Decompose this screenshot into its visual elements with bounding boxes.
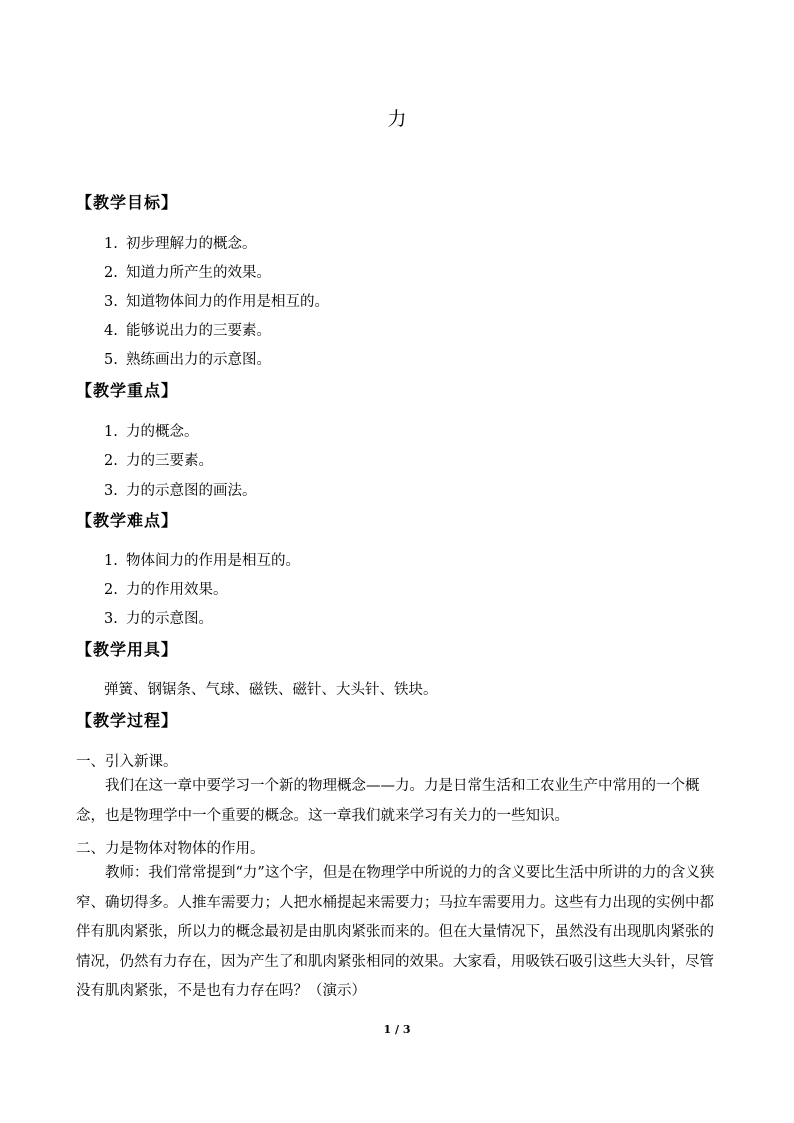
difficulty-item: 3. 力的示意图。 [104,611,213,627]
process-step-title: 二、力是物体对物体的作用。 [76,841,265,857]
heading-tools: 【教学用具】 [76,640,179,659]
process-step-paragraph: 教师：我们常常提到“力”这个字，但是在物理学中所说的力的含义要比生活中所讲的力的含义狭窄、确切得多。人推车需要力；人把水桶提起来需要力；马拉车需要用力。这些有力出现的实例中都伴有肌肉紧张，所以力的概念最初是由肌肉紧张而来的。但在大量情况下，虽然没有出现肌肉紧张的情况，仍然有力存在，因为产生了和肌肉紧张相同的效果。大家看，用吸铁石吸引这些大头针，尽管没有肌肉紧张，不是也有力存在吗？（演示） [76,865,715,999]
page-number: 1 / 3 [383,1023,411,1036]
goal-item: 4. 能够说出力的三要素。 [104,323,271,339]
goal-item: 1. 初步理解力的概念。 [104,236,257,252]
process-step-title: 一、引入新课。 [76,754,178,770]
goal-item: 2. 知道力所产生的效果。 [104,265,271,281]
key-point-item: 2. 力的三要素。 [104,453,213,469]
heading-goals: 【教学目标】 [76,193,179,212]
heading-difficulties: 【教学难点】 [76,511,179,530]
heading-key-points: 【教学重点】 [76,381,179,400]
goal-item: 5. 熟练画出力的示意图。 [104,352,271,368]
key-point-item: 3. 力的示意图的画法。 [104,483,257,499]
goal-item: 3. 知道物体间力的作用是相互的。 [104,294,329,310]
tools-text: 弹簧、钢锯条、气球、磁铁、磁针、大头针、铁块。 [104,682,438,698]
difficulty-item: 1. 物体间力的作用是相互的。 [104,553,300,569]
difficulty-item: 2. 力的作用效果。 [104,582,228,598]
page-title: 力 [387,108,407,130]
key-point-item: 1. 力的概念。 [104,424,199,440]
heading-process: 【教学过程】 [76,711,179,730]
process-step-paragraph: 我们在这一章中要学习一个新的物理概念——力。力是日常生活和工农业生产中常用的一个概念，也是物理学中一个重要的概念。这一章我们就来学习有关力的一些知识。 [76,778,700,824]
